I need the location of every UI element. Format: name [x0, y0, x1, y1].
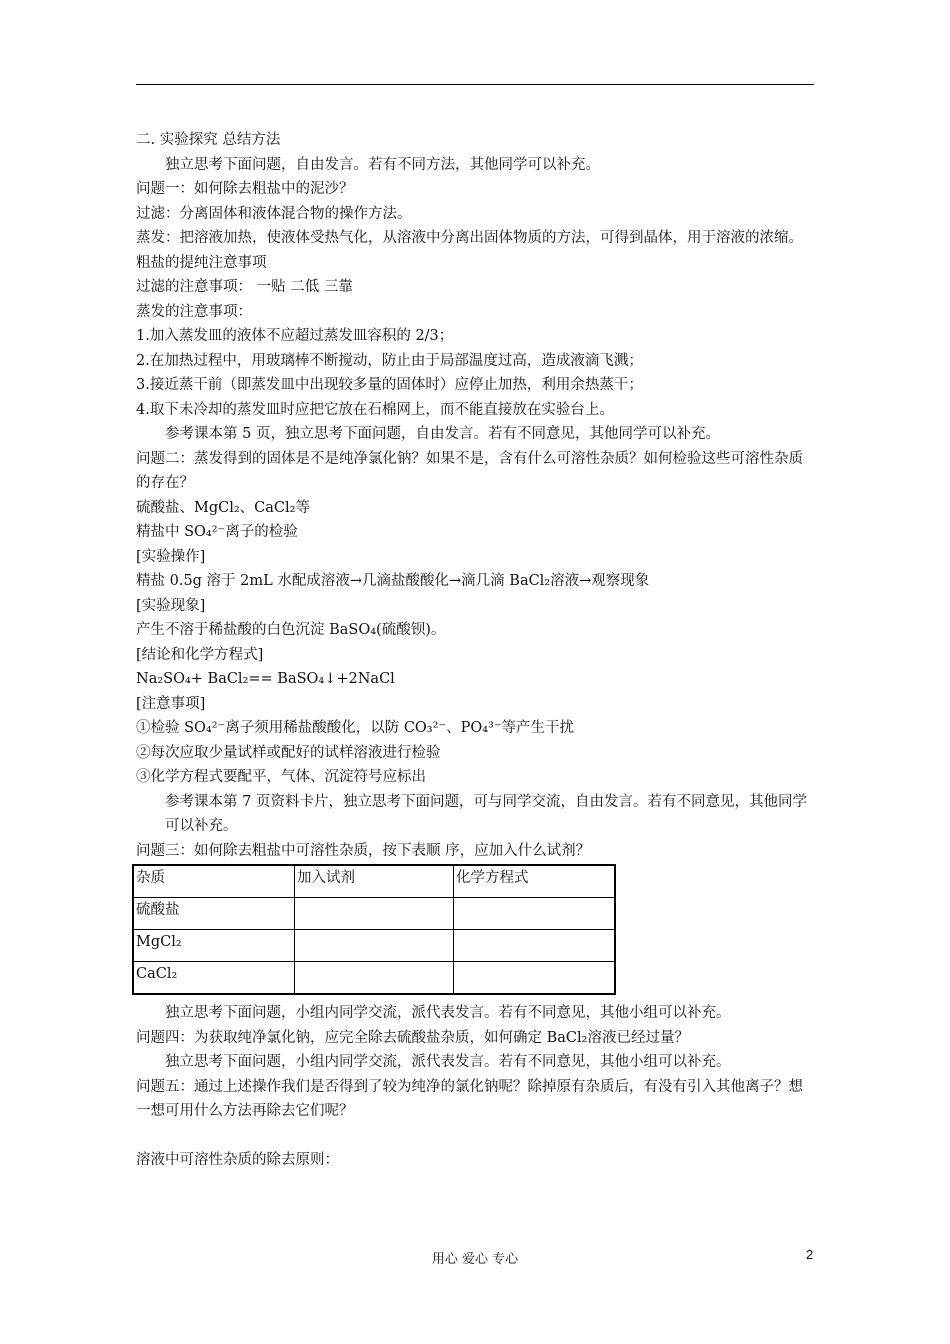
table-header-cell: 杂质 [133, 865, 295, 898]
bracket-heading: [实验现象] [136, 597, 206, 614]
paragraph: 独立思考下面问题，自由发言。若有不同方法，其他同学可以补充。 [165, 156, 600, 173]
list-item: ③化学方程式要配平，气体、沉淀符号应标出 [136, 769, 426, 785]
document-body [136, 128, 816, 1172]
paragraph: 参考课本第 5 页，独立思考下面问题，自由发言。若有不同意见，其他同学可以补充。 [165, 426, 720, 442]
question-5: 问题五：通过上述操作我们是否得到了较为纯净的氯化钠呢？除掉原有杂质后，有没有引入其他离子？想一想可用什么方法再除去它们呢？ [136, 1078, 803, 1119]
table-row [133, 930, 615, 962]
list-item: 1.加入蒸发皿的液体不应超过蒸发皿容积的 2/3； [136, 328, 454, 344]
list-item: 2.在加热过程中，用玻璃棒不断搅动，防止由于局部温度过高，造成液滴飞溅； [136, 352, 643, 369]
paragraph: 参考课本第 7 页资料卡片，独立思考下面问题，可与同学交流，自由发言。若有不同意见，其他同学可以补充。 [165, 793, 807, 834]
bracket-heading: [实验操作] [136, 548, 206, 565]
table-cell [454, 930, 616, 962]
list-item: ②每次应取少量试样或配好的试样溶液进行检验 [136, 744, 441, 761]
footer-slogan: 用心 爱心 专心 [431, 1252, 519, 1267]
table-cell [295, 930, 454, 962]
table-row [133, 898, 615, 930]
subheading: 粗盐的提纯注意事项 [136, 254, 267, 271]
bracket-heading: [结论和化学方程式] [136, 646, 264, 663]
paragraph: 过滤的注意事项： 一贴 二低 三靠 [136, 279, 353, 295]
reagent-table [132, 864, 616, 995]
paragraph: 过滤：分离固体和液体混合物的操作方法。 [136, 205, 412, 222]
question-3: 问题三：如何除去粗盐中可溶性杂质，按下表顺 序，应加入什么试剂？ [136, 842, 591, 859]
page-number: 2 [806, 1247, 814, 1262]
list-item: ①检验 SO₄²⁻离子须用稀盐酸酸化，以防 CO₃²⁻、PO₄³⁻等产生干扰 [136, 720, 575, 736]
table-cell [454, 898, 616, 930]
table-header-cell: 加入试剂 [295, 865, 454, 898]
section-heading: 二. 实验探究 总结方法 [136, 132, 281, 148]
paragraph: 独立思考下面问题，小组内同学交流，派代表发言。若有不同意见，其他小组可以补充。 [165, 1054, 731, 1070]
paragraph: 蒸发的注意事项： [136, 303, 252, 320]
question-1: 问题一：如何除去粗盐中的泥沙？ [136, 181, 354, 197]
table-row [133, 962, 615, 995]
paragraph: 溶液中可溶性杂质的除去原则： [136, 1151, 339, 1168]
subheading: 精盐中 SO₄²⁻离子的检验 [136, 524, 298, 540]
table-cell [295, 898, 454, 930]
table-cell [454, 962, 616, 995]
table-cell: MgCl₂ [133, 930, 295, 962]
table-cell: CaCl₂ [133, 962, 295, 995]
spacer [136, 1124, 816, 1148]
table-header-row [133, 865, 615, 898]
question-2: 问题二：蒸发得到的固体是不是纯净氯化钠？如果不是，含有什么可溶性杂质？如何检验这些可溶性杂质的存在？ [136, 450, 803, 491]
paragraph: 精盐 0.5g 溶于 2mL 水配成溶液→几滴盐酸酸化→滴几滴 BaCl₂溶液→观察现象 [136, 573, 650, 589]
table-cell [295, 962, 454, 995]
chemical-equation: Na₂SO₄+ BaCl₂== BaSO₄↓+2NaCl [136, 671, 395, 687]
bracket-heading: [注意事项] [136, 695, 206, 712]
question-4: 问题四：为获取纯净氯化钠，应完全除去硫酸盐杂质，如何确定 BaCl₂溶液已经过量？ [136, 1029, 689, 1046]
table-cell: 硫酸盐 [133, 898, 295, 930]
paragraph: 独立思考下面问题，小组内同学交流，派代表发言。若有不同意见，其他小组可以补充。 [165, 1005, 731, 1021]
paragraph: 硫酸盐、MgCl₂、CaCl₂等 [136, 499, 310, 516]
header-rule [136, 84, 814, 85]
paragraph: 蒸发：把溶液加热，使液体受热气化，从溶液中分离出固体物质的方法，可得到晶体，用于溶液的浓缩。 [136, 230, 803, 246]
list-item: 4.取下未冷却的蒸发皿时应把它放在石棉网上，而不能直接放在实验台上。 [136, 401, 614, 418]
table-header-cell: 化学方程式 [454, 865, 616, 898]
list-item: 3.接近蒸干前（即蒸发皿中出现较多量的固体时）应停止加热，利用余热蒸干； [136, 377, 643, 393]
paragraph: 产生不溶于稀盐酸的白色沉淀 BaSO₄(硫酸钡)。 [136, 622, 446, 638]
